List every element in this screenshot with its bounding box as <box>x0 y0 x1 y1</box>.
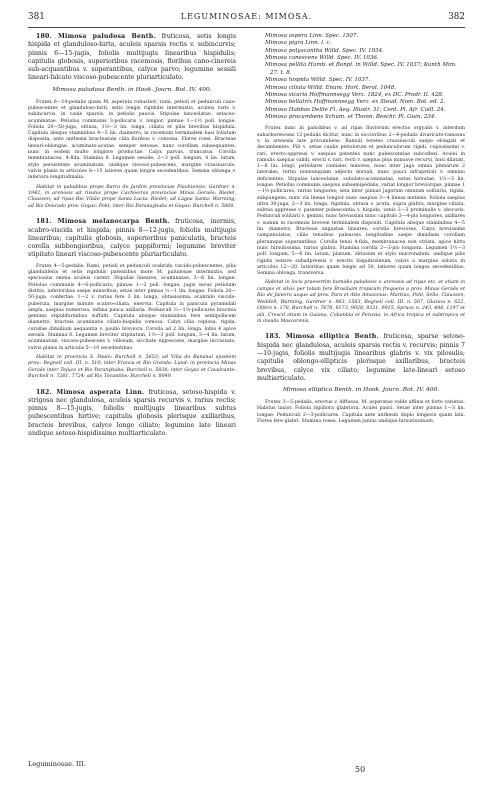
citation-180: Mimosa paludosa Benth. in Hook. Journ. Bot. IV. 400. <box>52 86 212 93</box>
synonym: Mimosa canescens Willd. Spec. IV. 1036. <box>265 55 379 62</box>
species-diagnosis-181: 181. Mimosa melanocarpa Benth. fruticosa, inermis, scabro-viscida et hispida; pinnis 8—12-jugis, foliolis multijugis linearibus; capitulis globosis, superioribus paniculatis, bracteis corolla subbongioribus, calyce pappiformi; legumine breviter stipitato lineari viscoso-pubescente pluriarticulato. <box>28 218 236 259</box>
description-183: Frutex 3—5-pedalis, erectus v. diffusus, M. asperatae valde affinis et forte varietas. Habitus laxior. Foliola rigidiora glabriora. Aculei pauci. Setae inter pinnas 1—3 lin. longae. Pedunculi 2—3-pollicares. Capitula ante anthesin duplo longiora quam lata. Flores fere glabri. Stamina rosea. Legumen junius undique hirsutissimum, <box>257 400 465 424</box>
synonym: Mimosa sicaria Hoffmannsegg Verz. 1824, ex DC. Prodr. II. 428. <box>265 91 444 98</box>
right-column <box>257 33 465 428</box>
running-title: LEGUMINOSAE: MIMOSA. <box>180 12 313 21</box>
header-rule <box>28 27 465 28</box>
description-181: Frutex 4—5-pedalis. Rami, petioli et pedunculi scabrido viscido-pubescentes, pilis glanduliferis et setis rigidulis patentibus more M. paludosae intermixtis, sed speciosius omnia aculeis carent. Stipulae lineares, acuminatae, 3—6 lin. longae. Petiolus communis 4—6-pollicaris; pinnae 1—2 poll. longae, jugis secus petiolum distitis, inferioribus saepe minoribus; setae inter pinnas ⅓—1 lin. longae. Foliola 20—50-juga, confertae, 1—2 v. rarius fere 3 lin. longa, obtusissima, scabrido viscido-puberula, margine minute scabro-ciliata, enervia. Capitula in panicula pyramidali ampla, saepius numerosa, infima pauca axillaria. Pedunculi ⅓—1½-pollicares bracteis geminis stipuliformibus suffulti. Capitula absque staminibus fere semipollicem diametro, bracteis acuminatis ciliato-hispidis comosa. Calyx cilia copiosa, rigida, corollae dimidium aequantia v. paullo breviora. Corolla ad 2 lin. longa, lobis 4 apice setosis. Stamina 8. Legumen breviter stipitatum, 1½—3 poll. longum, 3—4 lin. latum, acuminatum, viscoso-pubescens v. villosum, siccitate nigrescens, margine incrassato, valvis planis in articulis 5—10 secedentibus. <box>28 263 236 351</box>
synonym: Mimosa pigra Linn. l. c. <box>265 40 332 47</box>
synonym: Mimosa hispida Willd. Spec. IV. 1037. <box>265 77 371 84</box>
synonym: Mimosa Habbas Delile Fl. Aeg. Illustr. 31; Cent. Pl. Afr. Caill. 24. <box>265 106 446 113</box>
habitat-180: Habitat in paludibus prope Barra do Jardim provinciae Piauhiensis: Gardner n. 1942; in arenosis ad rivulos prope Cachoeiras provinciae Minas Geraës: Riedel, Claussen; ad ripas Rio Vibão prope Santa Lucia: Riedel; ad Lagoa Santa: Warming; ad Rio Dourado prov. Goyaz: Pohl; inter Rio Paranaybuba et Goyaz: Burchell n. 5868. <box>28 184 236 209</box>
signature-mark: Leguminosae. III. <box>28 760 86 768</box>
habitat-182: Habitat in locis praesertim humidis paludosis v. arenosis ad ripas etc. et etiam in campis et silvis per totam fere Brasiliam tropicam frequens a prov. Minas Geraës et Rio de Janeiro usque ad prov. Para et Alto Amazonas: Martius, Pohl, Sello, Claussen, Weddell, Warming, Gardner n. 963, 1583, Regnell coll. III. n. 507, Glaziou n. 622, Olfers n. 178, Burchell n. 7678, 8173, 9028, 9321, 9915, Spruce n. 243, 488, 1197 et alii. Crescit etiam in Guiana, Columbia et Peruvia, in Africa tropica et subtropica et in insulis Mascarenis. <box>257 280 465 324</box>
synonym: Mimosa polyacantha Willd. Spec. IV. 1034. <box>265 47 384 54</box>
running-header <box>28 12 465 26</box>
description-182: Frutex nunc in paludibus v. ad ripas fluviorum erectus orgyalis v. interdum subarborescens 12-pedalis dicitur, nunc in siccioribus 2—4-pedalis divaricato-ramosus v. in arenosis late procumbens. Ramuli teretes crassiusculi saepe elongati et decumbentes. Pili v. setae caulis petiolorum et pedunculorum rigidi, copiosissimi v. rari, erecto-appressi v. saepius patentes nunc pubescentiae subcoflexi. Aculei in ramulis saepius validi, erecti v. rari, recti v. saepius plus minusve recurvi, basi dilatati, 1—6 lin. longi; petiolares conliales minores, nunc inter juga omnia pinnarum 2 laterales, tertio nonnunquam adjecto dorsali, nunc pauci infrapetioli v. omnino deficientes. Stipulae lanceolatae, subulato-acuminatae, extus hirsutae, 1½—3 lin. longae. Petiolus communis saepius subsemipedalis, variat longior breviorque; pinnae 1—1½-pollicares, rarius longiores; seta inter pinnas jugorum omnium solitaria, rigida, subpungens, nunc vix lineae longior nunc saepius 3—4 lineas metiens. Foliola saepius ultra 30-juga, 2—3 lin. longa, rigidula, obtusa v. acuta, supra glabra, margine ciliata, subtus appresse v. patenter pubescentia v. hispida, venis 2—3 prominulis v. obscuris. Pedunculi solitarii v. gemini, nunc brevissimi nunc capitulo 3—4-plo longiores, axillares v. summi in racemum brevem terminalem dispositi. Capitula absque staminibus 4—5 lin. diametro. Bracteae angustae lineares, corolla breviores. Calyx brevissime campanulatus, ciliis tenuibus paleaceis longitudine saepe dimidiam corollam plerumque superantibus. Corolla tenui 4-fida, membranacea non striata, apice hirta nunc hirsutissima, rarius glabra. Stamina corolla 2—3-plo longiora. Legumen 1½—3 poll. longum, 5—6 lin. latum, planum, obtusum et stylo mucronatum, undique pilis rigidis setisve subadpressis v. erectis hispidissimum, valvis a margine solutis in articulos 12—20, latioribus quam longis ad 30, latiores quam longos secedentibus. Semina oblonga, transversa. <box>257 126 465 277</box>
citation-183: Mimosa elliptica Benth. in Hook. Journ. Bot. IV. 400. <box>282 387 440 394</box>
synonym: Mimosa aspera Linn. Spec. 1507. <box>265 33 359 39</box>
species-diagnosis-180: 180. Mimosa paludosa Benth. fruticosa, setis longis hispida et glanduloso-hirta, aculeis sparsis rectis v. subincurvis; pinnis 6—15-jugis, foliolis multijugis linearibus hispidulis; capitulis globosis, superioribus racemosis, floribus cano-cinereis sub-acquantibus v. superantibus, calyce parvo; legumine sessili lineari-falcato viscoso-pubescente pluriarticulato. <box>28 33 237 82</box>
species-diagnosis-183: 183. Mimosa elliptica Benth. fruticosa, sparse setoso-hispida nec glandulosa, aculeis sparsis rectis v. recurvis; pinnis 7—10-jugis, foliolis multijugis linearibus glabris v. vix pilosulis; capitulis oblongo-ellipticis plerisque axillaribus, bracteis brevibus, calyce vix ciliato; legumine late-lineari setoso multiarticulato. <box>257 333 465 382</box>
synonym: Mimosa procumbens Schum. et Thonn. Beschr. Pl. Guin. 234. <box>265 113 437 120</box>
synonym: Mimosa pellita Humb. et Bonpl. in Willd. Spec. IV. 1037; Kunth Mim. 27. t. 8. <box>265 62 457 76</box>
species-diagnosis-182: 182. Mimosa asperata Linn. fruticosa, setoso-hispida v. strigosa nec glandulosa, aculeis sparsis recurvis v. rarius rectis; pinnis 8—15-jugis, foliolis multijugis linearibus subtus pubescentibus hirtive; capitulis globosis plerisque axillaribus, bracteis brevibus, calyce longe ciliato; legumine late lineari undique setoso-hispidissimo multiarticulato. <box>28 388 236 438</box>
left-column <box>28 33 236 442</box>
page-number-left: 381 <box>28 12 45 22</box>
habitat-181: Habitat in provincia S. Paulo: Burchell n. 5653; ad Villa do Bananal ejusdem prov.: Regnell coll. III. n. 510; inter Franca et Rio Grande: Lund; in provincia Minas Geraës inter Tejuco et Rio Paranybuba: Burchell n. 5838; inter Goyaz et Cavalcante: Burchell n. 7261, 7724; ad Rio Tocantins: Burchell n. 8049. <box>28 354 236 380</box>
synonym: Mimosa ciliata Willd. Enum. Hort. Berol. 1048. <box>265 84 396 91</box>
description-180: Frutex 6—10-pedalis quam M. asperata robustior; rami, petioli et pedunculi cano-pubescentes et glanduloso-hirti, setis longis rigidulis intermixtis, aculeis raris v. subincurvis, in caule sparsis, in petiolis paucis. Stipulae lanceolatae, setaceo-acuminatae. Petiolus communis 3-pollicaris v. longior, pinnae 1—1½ poll. longae. Foliola 20—50-juga, obtusa, 1½—3 lin. longa, ciliata et pilis brevibus hispidula. Capitula absque staminibus 4—5 lin. diametro, in racemum terminalem basi foliatum disposita, ante anthesin bracteatum cilia floribus v. convexa. Flores rosei. Bracteae lineari-oblongae, acuminato-acutae, semper setosae, nunc corollam subaequantes, nunc in eodem multo longiore productae. Calyx parvus, truncatus. Corolla membranacea, 4-fida. Stamina 8. Legumen sessile, 2—3 poll. longum, 4 lin. latum, stylo persistente acuminatum, undique viscoso-pubescens, margine crassiusculo, valvis planis in articulos 8—15 latiores quam longos secedentibus. Semina oblonga v. inferiora longitudinalia. <box>28 99 236 181</box>
synonym: Mimosa bellatrix Hoffmannsegg Verz. ex Steud. Nom. Bot. ed. 2. <box>265 99 446 106</box>
page-number-right: 382 <box>448 12 465 22</box>
footer-page-number: 50 <box>355 765 366 774</box>
